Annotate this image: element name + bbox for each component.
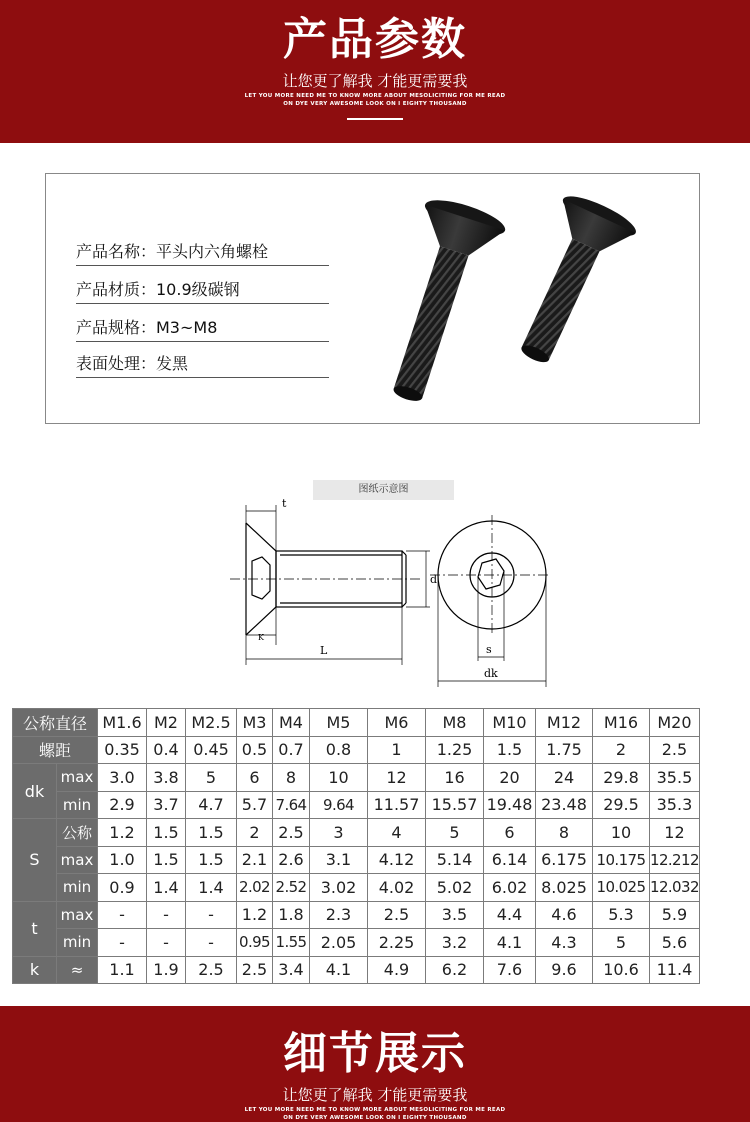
table-row-t-min <box>13 929 700 957</box>
table-cell: 7.6 <box>484 956 536 984</box>
table-cell: - <box>147 929 186 957</box>
size-cell: M4 <box>273 709 310 737</box>
table-cell: 5 <box>593 929 650 957</box>
table-row-s-min <box>13 874 700 902</box>
table-cell: 19.48 <box>484 791 536 819</box>
table-row-k <box>13 956 700 984</box>
header-min: min <box>57 929 98 957</box>
table-cell: 3.02 <box>310 874 368 902</box>
table-cell: 2.5 <box>237 956 273 984</box>
table-cell: 2.02 <box>237 874 273 902</box>
table-cell: 0.95 <box>237 929 273 957</box>
table-cell: 15.57 <box>426 791 484 819</box>
table-cell: 3.8 <box>147 764 186 792</box>
table-cell: 8.025 <box>536 874 593 902</box>
product-material: 产品材质：10.9级碳钢 <box>76 278 329 304</box>
table-row-dk-min <box>13 791 700 819</box>
table-cell: 4.1 <box>484 929 536 957</box>
table-cell: 2.5 <box>273 819 310 847</box>
product-name: 产品名称：平头内六角螺栓 <box>76 240 329 266</box>
table-cell: 2.5 <box>368 901 426 929</box>
table-cell: 3.2 <box>426 929 484 957</box>
size-cell: M2 <box>147 709 186 737</box>
table-cell: 10.025 <box>593 874 650 902</box>
table-cell: 1.4 <box>147 874 186 902</box>
table-cell: 6.02 <box>484 874 536 902</box>
table-cell: 1.55 <box>273 929 310 957</box>
table-row-t-max <box>13 901 700 929</box>
table-cell: 0.35 <box>98 736 147 764</box>
table-cell: 4.4 <box>484 901 536 929</box>
bottom-banner <box>0 1006 750 1122</box>
table-cell: 5.6 <box>650 929 700 957</box>
table-cell: 4.12 <box>368 846 426 874</box>
table-cell: 0.7 <box>273 736 310 764</box>
size-cell: M20 <box>650 709 700 737</box>
table-cell: - <box>186 929 237 957</box>
table-cell: 4.7 <box>186 791 237 819</box>
table-cell: 1.75 <box>536 736 593 764</box>
table-cell: 1.5 <box>484 736 536 764</box>
table-cell: 1.5 <box>147 846 186 874</box>
table-cell: 1.25 <box>426 736 484 764</box>
header-approx: ≈ <box>57 956 98 984</box>
header-max: max <box>57 846 98 874</box>
table-cell: - <box>147 901 186 929</box>
english-tagline-1: LET YOU MORE NEED ME TO KNOW MORE ABOUT MESOLICITING FOR ME READ <box>244 1107 506 1113</box>
size-cell: M16 <box>593 709 650 737</box>
product-photo <box>46 174 700 424</box>
table-cell: 6.175 <box>536 846 593 874</box>
table-cell: 12 <box>650 819 700 847</box>
table-cell: 5 <box>186 764 237 792</box>
header-k: k <box>13 956 57 984</box>
table-cell: 1.9 <box>147 956 186 984</box>
top-banner <box>0 0 750 143</box>
header-max: max <box>57 901 98 929</box>
table-row-s-nominal <box>13 819 700 847</box>
size-cell: M5 <box>310 709 368 737</box>
header-max: max <box>57 764 98 792</box>
table-cell: 0.9 <box>98 874 147 902</box>
label-l: L <box>320 644 328 657</box>
table-cell: 0.5 <box>237 736 273 764</box>
table-row-s-max <box>13 846 700 874</box>
table-cell: 1.2 <box>237 901 273 929</box>
divider-line <box>347 118 403 120</box>
header-nominal: 公称 <box>57 819 98 847</box>
english-tagline-2: ON DYE VERY AWESOME LOOK ON I EIGHTY THOUSAND <box>283 101 467 107</box>
table-cell: 12.032 <box>650 874 700 902</box>
table-cell: 0.8 <box>310 736 368 764</box>
table-cell: 2.1 <box>237 846 273 874</box>
table-cell: 5 <box>426 819 484 847</box>
table-cell: 12.212 <box>650 846 700 874</box>
table-cell: 2.05 <box>310 929 368 957</box>
header-dk: dk <box>13 764 57 819</box>
table-cell: 1.1 <box>98 956 147 984</box>
table-cell: 4.6 <box>536 901 593 929</box>
table-cell: 2.5 <box>650 736 700 764</box>
table-cell: 10 <box>310 764 368 792</box>
spec-table <box>12 708 700 984</box>
english-tagline-2: ON DYE VERY AWESOME LOOK ON I EIGHTY THOUSAND <box>283 1115 467 1121</box>
table-cell: 0.45 <box>186 736 237 764</box>
table-cell: 3.1 <box>310 846 368 874</box>
table-cell: 4.9 <box>368 956 426 984</box>
label-d: d <box>430 573 438 586</box>
table-cell: 3.5 <box>426 901 484 929</box>
table-cell: 4.02 <box>368 874 426 902</box>
table-cell: 5.7 <box>237 791 273 819</box>
table-cell: 2.52 <box>273 874 310 902</box>
table-cell: 11.4 <box>650 956 700 984</box>
table-cell: 1 <box>368 736 426 764</box>
table-cell: 3.0 <box>98 764 147 792</box>
diagram-caption: 图纸示意图 <box>313 480 454 500</box>
table-row-pitch <box>13 736 700 764</box>
table-cell: 2.3 <box>310 901 368 929</box>
table-cell: 4.3 <box>536 929 593 957</box>
english-tagline-1: LET YOU MORE NEED ME TO KNOW MORE ABOUT MESOLICITING FOR ME READ <box>244 93 506 99</box>
header-s: S <box>13 819 57 902</box>
table-cell: 5.14 <box>426 846 484 874</box>
table-cell: 29.8 <box>593 764 650 792</box>
table-cell: 2 <box>593 736 650 764</box>
table-cell: 1.5 <box>186 819 237 847</box>
table-cell: 2.25 <box>368 929 426 957</box>
table-cell: 35.3 <box>650 791 700 819</box>
product-info-panel <box>45 173 700 424</box>
table-cell: 6 <box>484 819 536 847</box>
table-cell: 10 <box>593 819 650 847</box>
table-cell: 3.4 <box>273 956 310 984</box>
label-s: s <box>486 643 492 656</box>
table-cell: 9.64 <box>310 791 368 819</box>
table-cell: 1.8 <box>273 901 310 929</box>
header-t: t <box>13 901 57 956</box>
table-cell: 35.5 <box>650 764 700 792</box>
size-cell: M6 <box>368 709 426 737</box>
section-title: 细节展示 <box>283 1028 467 1079</box>
size-cell: M1.6 <box>98 709 147 737</box>
technical-drawing <box>230 495 550 693</box>
table-cell: 0.4 <box>147 736 186 764</box>
table-cell: - <box>98 901 147 929</box>
table-cell: 10.175 <box>593 846 650 874</box>
label-k: K <box>258 633 264 642</box>
header-min: min <box>57 791 98 819</box>
table-cell: - <box>186 901 237 929</box>
table-cell: 4 <box>368 819 426 847</box>
table-cell: 5.9 <box>650 901 700 929</box>
table-cell: 1.5 <box>147 819 186 847</box>
table-cell: 2.5 <box>186 956 237 984</box>
table-cell: 16 <box>426 764 484 792</box>
table-cell: 7.64 <box>273 791 310 819</box>
table-cell: 8 <box>273 764 310 792</box>
size-cell: M8 <box>426 709 484 737</box>
header-min: min <box>57 874 98 902</box>
table-cell: 5.02 <box>426 874 484 902</box>
table-cell: 29.5 <box>593 791 650 819</box>
table-cell: - <box>98 929 147 957</box>
product-spec: 产品规格：M3~M8 <box>76 316 329 342</box>
table-cell: 6.14 <box>484 846 536 874</box>
label-t: t <box>282 497 287 510</box>
table-cell: 2.9 <box>98 791 147 819</box>
section-title: 产品参数 <box>283 14 467 65</box>
table-cell: 1.5 <box>186 846 237 874</box>
table-row-dk-max <box>13 764 700 792</box>
table-cell: 8 <box>536 819 593 847</box>
product-surface: 表面处理：发黑 <box>76 352 329 378</box>
header-pitch: 螺距 <box>13 736 98 764</box>
table-cell: 2.6 <box>273 846 310 874</box>
table-cell: 2 <box>237 819 273 847</box>
size-cell: M2.5 <box>186 709 237 737</box>
table-cell: 4.1 <box>310 956 368 984</box>
table-cell: 6.2 <box>426 956 484 984</box>
table-cell: 23.48 <box>536 791 593 819</box>
size-cell: M10 <box>484 709 536 737</box>
table-cell: 20 <box>484 764 536 792</box>
size-cell: M3 <box>237 709 273 737</box>
table-cell: 9.6 <box>536 956 593 984</box>
table-cell: 11.57 <box>368 791 426 819</box>
section-subtitle: 让您更了解我 才能更需要我 <box>282 1086 468 1104</box>
table-cell: 1.4 <box>186 874 237 902</box>
table-cell: 3 <box>310 819 368 847</box>
table-cell: 5.3 <box>593 901 650 929</box>
table-cell: 10.6 <box>593 956 650 984</box>
header-nominal-diameter: 公称直径 <box>13 709 98 737</box>
table-cell: 1.2 <box>98 819 147 847</box>
table-cell: 12 <box>368 764 426 792</box>
table-cell: 24 <box>536 764 593 792</box>
section-subtitle: 让您更了解我 才能更需要我 <box>282 72 468 90</box>
table-cell: 1.0 <box>98 846 147 874</box>
label-dk: dk <box>484 667 498 680</box>
table-cell: 3.7 <box>147 791 186 819</box>
table-row-size <box>13 709 700 737</box>
table-cell: 6 <box>237 764 273 792</box>
size-cell: M12 <box>536 709 593 737</box>
